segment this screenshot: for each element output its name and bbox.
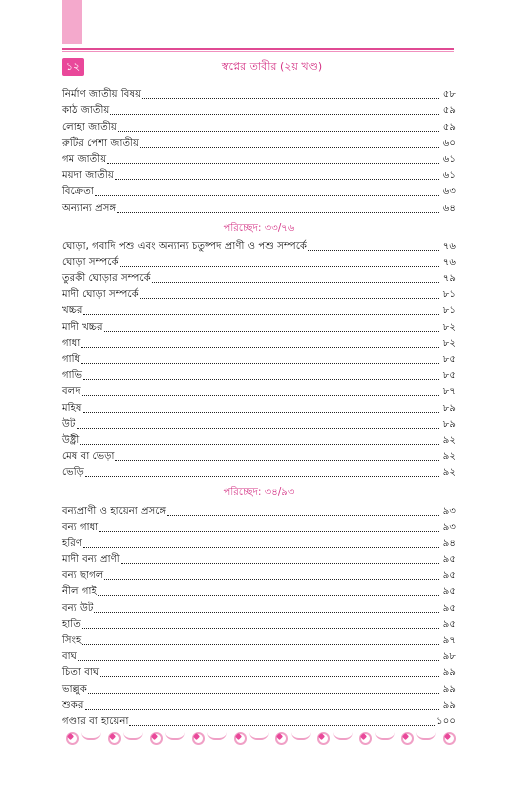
dot-leader: [115, 460, 439, 461]
dot-leader: [120, 266, 439, 267]
wave-ornament-icon: [207, 732, 227, 740]
toc-entry: [62, 448, 456, 464]
toc-entry-page: ৯৩: [442, 505, 456, 517]
flower-ornament-icon: [397, 728, 414, 745]
flower-ornament-icon: [104, 728, 121, 745]
toc-entry-page: ৬১: [442, 170, 456, 182]
running-title: স্বপ্নের তাবীর (২য় খণ্ড): [221, 60, 323, 73]
dot-leader: [77, 428, 440, 429]
toc-group-1: [62, 86, 456, 216]
dot-leader: [83, 379, 439, 380]
section-heading: পরিচ্ছেদ: ৩৪/৯৩: [223, 487, 295, 499]
toc-entry: [62, 680, 456, 696]
dot-leader: [82, 628, 439, 629]
flower-ornament-icon: [271, 728, 288, 745]
toc-entry-title: হরিণ: [62, 537, 83, 549]
toc-entry-title: লোহা জাতীয়: [62, 121, 117, 133]
toc-entry: [62, 432, 456, 448]
toc-entry-title: মাদী বন্য প্রাণী: [62, 554, 120, 566]
dot-leader: [94, 612, 439, 613]
decorative-border: [62, 721, 456, 751]
toc-entry-title: চিতা বাঘ: [62, 667, 100, 679]
toc-entry-page: ৭৬: [442, 256, 456, 268]
toc-entry: [62, 502, 456, 518]
wave-ornament-icon: [123, 732, 143, 740]
toc-entry: [62, 199, 456, 215]
toc-entry-page: ১০০: [436, 715, 456, 727]
toc-entry: [62, 551, 456, 567]
toc-entry-page: ৮১: [442, 289, 456, 301]
toc-entry: [62, 599, 456, 615]
toc-entry-title: ঘোড়া, গবাদি পশু এবং অন্যান্য চতুষ্পদ প্রাণী ও পশু সম্পর্কে: [62, 240, 308, 252]
dot-leader: [107, 163, 439, 164]
wave-ornament-icon: [291, 732, 311, 740]
toc-entry-page: ৯২: [442, 434, 456, 446]
toc-entry: [62, 616, 456, 632]
dot-leader: [88, 693, 439, 694]
toc-entry-title: কাঠ জাতীয়: [62, 105, 110, 117]
dot-leader: [115, 179, 439, 180]
dot-leader: [99, 531, 439, 532]
toc-entry-title: উষ্ট্রী: [62, 434, 80, 446]
flower-ornament-icon: [355, 728, 372, 745]
toc-entry-page: ৮৭: [442, 386, 456, 398]
toc-entry-page: ৯৯: [442, 667, 456, 679]
toc-entry-title: গাধা: [62, 337, 81, 349]
toc-entry: [62, 135, 456, 151]
toc-entry: [62, 254, 456, 270]
toc-entry: [62, 318, 456, 334]
flower-ornament-icon: [439, 728, 456, 745]
page-number: ১২: [62, 58, 84, 76]
toc-group-3: [62, 502, 456, 729]
toc-entry: [62, 697, 456, 713]
toc-entry-title: গম জাতীয়: [62, 153, 107, 165]
toc-entry-title: অন্যান্য প্রসঙ্গ: [62, 202, 117, 214]
toc-entry-page: ৮১: [442, 305, 456, 317]
toc-entry-title: ঘোড়া সম্পর্কে: [62, 256, 119, 268]
toc-entry-page: ৮৫: [442, 354, 456, 365]
toc-group-2: [62, 238, 456, 481]
toc-entry-title: তুরকী ঘোড়ার সম্পর্কে: [62, 273, 151, 285]
toc-entry-page: ৯৮: [442, 651, 456, 663]
toc-entry: [62, 416, 456, 432]
flower-ornament-icon: [62, 728, 79, 745]
toc-entry-title: গণ্ডার বা হায়েনা: [62, 715, 129, 727]
toc-entry: [62, 399, 456, 415]
toc-entry: [62, 118, 456, 134]
toc-entry-title: গাধি: [62, 354, 81, 365]
toc-entry-title: বন্য গাধা: [62, 521, 99, 533]
toc-entry-page: ৭৬: [442, 240, 456, 252]
wave-ornament-icon: [333, 732, 353, 740]
toc-entry: [62, 464, 456, 480]
toc-entry-title: মহিষ: [62, 402, 82, 414]
toc-entry-page: ৯৩: [442, 521, 456, 533]
dot-leader: [83, 547, 439, 548]
wave-ornament-icon: [416, 732, 436, 740]
toc-entry-title: মাদী খচ্চর: [62, 321, 103, 333]
toc-entry: [62, 167, 456, 183]
toc-entry-page: ৬৪: [442, 202, 456, 214]
toc-entry: [62, 286, 456, 302]
toc-entry-page: ৯৫: [442, 586, 456, 598]
dot-leader: [104, 331, 439, 332]
dot-leader: [85, 709, 439, 710]
dot-leader: [81, 347, 439, 348]
dot-leader: [104, 579, 439, 580]
flower-ornament-icon: [230, 728, 247, 745]
toc-entry-page: ৫৯: [442, 121, 456, 133]
toc-entry: [62, 335, 456, 351]
dot-leader: [80, 444, 439, 445]
header-rule-thin: [62, 51, 454, 52]
toc-entry: [62, 367, 456, 383]
toc-entry-page: ৮৯: [442, 418, 456, 430]
flower-ornament-icon: [146, 728, 163, 745]
toc-entry-title: মেষ বা ভেড়া: [62, 451, 115, 463]
dot-leader: [121, 563, 439, 564]
toc-entry: [62, 648, 456, 664]
toc-entry-title: সিংহ: [62, 635, 82, 646]
dot-leader: [118, 131, 439, 132]
toc-entry-page: ৬০: [442, 137, 456, 149]
wave-ornament-icon: [249, 732, 269, 740]
toc-entry: [62, 183, 456, 199]
flower-ornament-icon: [313, 728, 330, 745]
wave-ornament-icon: [81, 732, 101, 740]
toc-entry: [62, 151, 456, 167]
dot-leader: [83, 412, 439, 413]
toc-entry-page: ৯৫: [442, 602, 456, 614]
table-of-contents: [62, 86, 456, 729]
wave-ornament-icon: [375, 732, 395, 740]
toc-entry: [62, 383, 456, 399]
dot-leader: [82, 395, 439, 396]
toc-entry-title: বিক্রেতা: [62, 186, 94, 198]
dot-leader: [140, 147, 439, 148]
dot-leader: [167, 515, 439, 516]
toc-entry: [62, 567, 456, 583]
dot-leader: [117, 212, 439, 213]
toc-entry: [62, 270, 456, 286]
flower-ornament-icon: [188, 728, 205, 745]
toc-entry-title: নির্মাণ জাতীয় বিষয়: [62, 89, 142, 101]
toc-entry-title: বলদ: [62, 386, 81, 398]
toc-entry-title: শুকর: [62, 699, 84, 711]
toc-entry-title: মাদী ঘোড়া সম্পর্কে: [62, 289, 139, 301]
dot-leader: [100, 676, 439, 677]
toc-entry-title: ভেড়ি: [62, 467, 84, 479]
dot-leader: [308, 250, 439, 251]
toc-entry-page: ৯৯: [442, 683, 456, 695]
dot-leader: [82, 644, 439, 645]
toc-entry: [62, 632, 456, 648]
toc-entry-page: ৮৯: [442, 402, 456, 414]
toc-entry-page: ৯৫: [442, 554, 456, 566]
toc-entry: [62, 535, 456, 551]
dot-leader: [152, 282, 439, 283]
toc-entry-title: ভাল্লুক: [62, 683, 87, 695]
toc-entry-page: ৯২: [442, 467, 456, 479]
toc-entry-title: বন্য উট: [62, 602, 94, 614]
toc-entry: [62, 664, 456, 680]
toc-entry-title: ময়দা জাতীয়: [62, 170, 114, 182]
dot-leader: [142, 98, 439, 99]
toc-entry-page: ৮৫: [442, 370, 456, 382]
dot-leader: [110, 114, 439, 115]
dot-leader: [78, 660, 439, 661]
dot-leader: [98, 595, 439, 596]
toc-entry-title: বন্যপ্রাণী ও হায়েনা প্রসঙ্গে: [62, 505, 167, 517]
toc-entry-page: ৬১: [442, 153, 456, 165]
toc-entry-title: রুটির পেশা জাতীয়: [62, 137, 140, 149]
toc-entry-page: ৯৯: [442, 699, 456, 711]
dot-leader: [95, 195, 439, 196]
toc-entry: [62, 238, 456, 254]
toc-entry-title: বন্য ছাগল: [62, 570, 104, 582]
toc-entry-page: ৯২: [442, 451, 456, 463]
toc-entry-page: ৮২: [442, 337, 456, 349]
toc-entry-title: নীল গাই: [62, 586, 97, 598]
toc-entry-page: ৬৩: [442, 186, 456, 198]
wave-ornament-icon: [165, 732, 185, 740]
toc-entry: [62, 351, 456, 367]
dot-leader: [85, 476, 439, 477]
toc-entry-page: ৯৫: [442, 618, 456, 630]
toc-entry: [62, 583, 456, 599]
toc-entry-page: ৫৮: [442, 89, 456, 101]
toc-entry-page: ৭৯: [442, 273, 456, 285]
dot-leader: [81, 363, 439, 364]
toc-entry-title: হাতি: [62, 618, 81, 630]
page-corner-tab: [62, 0, 82, 44]
header-rule: [62, 48, 454, 50]
toc-entry-title: উট: [62, 418, 76, 430]
dot-leader: [140, 298, 439, 299]
dot-leader: [83, 314, 439, 315]
toc-entry: [62, 102, 456, 118]
toc-entry-page: ৯৪: [442, 537, 456, 549]
section-heading: পরিচ্ছেদ: ৩৩/৭৬: [223, 222, 295, 234]
toc-entry-page: ৮২: [442, 321, 456, 333]
toc-entry-title: খচ্চর: [62, 305, 83, 317]
toc-entry-page: ৫৯: [442, 105, 456, 117]
toc-entry-title: বাঘ: [62, 651, 77, 663]
toc-entry: [62, 519, 456, 535]
toc-entry-page: ৯৫: [442, 570, 456, 582]
toc-entry: [62, 86, 456, 102]
toc-entry: [62, 302, 456, 318]
toc-entry-title: গাভি: [62, 370, 83, 382]
toc-entry-page: ৯৭: [442, 635, 456, 646]
